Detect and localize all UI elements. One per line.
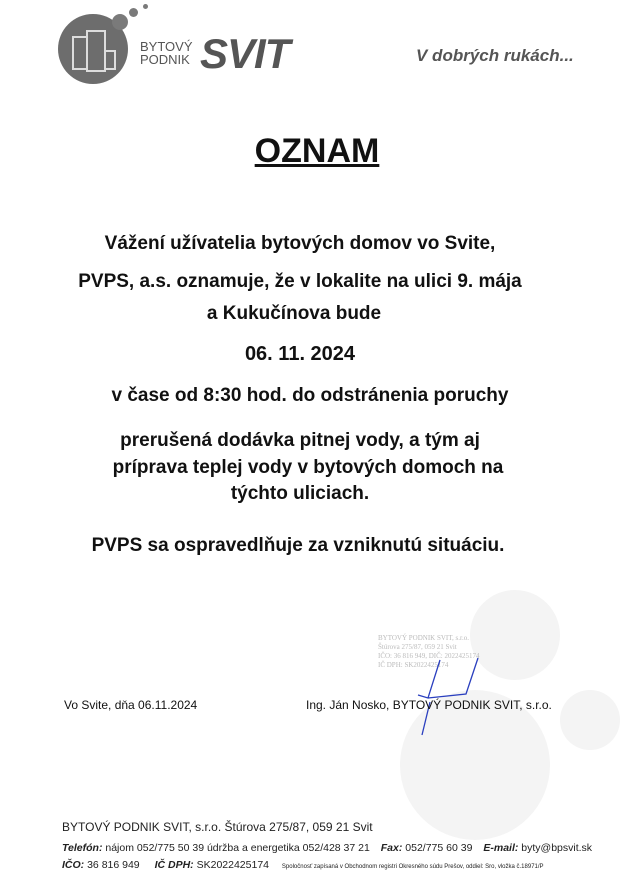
logo-text: BYTOVÝ PODNIK — [140, 39, 193, 67]
watermark-circle — [560, 690, 620, 750]
logo-bubble — [112, 14, 128, 30]
notice-outage: týchto uliciach. — [230, 483, 370, 504]
notice-line: a Kukučínova bude — [206, 303, 382, 324]
logo-bubble — [129, 8, 138, 17]
notice-date: 06. 11. 2024 — [244, 343, 356, 365]
greeting: Vážení užívatelia bytových domov vo Svite, — [104, 233, 496, 254]
notice-time: v čase od 8:30 hod. do odstránenia poruchy — [111, 385, 509, 406]
logo-brand: SVIT — [200, 30, 290, 77]
notice-line: PVPS, a.s. oznamuje, že v lokalite na ulici 9. mája — [78, 271, 522, 292]
apology: PVPS sa ospravedlňuje za vzniknutú situáciu. — [91, 535, 505, 556]
slogan: V dobrých rukách... — [416, 46, 574, 65]
handwritten-signature — [400, 650, 490, 740]
page-title: OZNAM — [254, 132, 380, 170]
place-date: Vo Svite, dňa 06.11.2024 — [64, 698, 198, 712]
logo-bubble — [143, 4, 148, 9]
footer-ids: IČO: 36 816 949 IČ DPH: SK2022425174 Spoločnosť zapísaná v Obchodnom registri Okresného súdu Prešov, oddiel: Sro, vložka č.18971/P — [62, 859, 544, 871]
logo-building — [86, 30, 106, 72]
logo-building — [104, 50, 116, 70]
company-stamp: BYTOVÝ PODNIK SVIT, s.r.o. Štúrova 275/87, 059 21 Svit IČO: 36 816 949, DIČ: 2022425174 IČ DPH: SK2022425174 — [378, 634, 480, 669]
notice-outage: prerušená dodávka pitnej vody, a tým aj — [120, 430, 480, 451]
signer: Ing. Ján Nosko, BYTOVÝ PODNIK SVIT, s.r.o. — [306, 698, 552, 712]
email-link[interactable]: byty@bpsvit.sk — [521, 842, 593, 854]
footer-address: BYTOVÝ PODNIK SVIT, s.r.o. Štúrova 275/87, 059 21 Svit — [62, 820, 373, 834]
footer-contacts: Telefón: nájom 052/775 50 39 údržba a energetika 052/428 37 21 Fax: 052/775 60 39 E-mail: byty@bpsvit.sk — [62, 842, 593, 854]
notice-outage: príprava teplej vody v bytových domoch na — [112, 457, 504, 478]
